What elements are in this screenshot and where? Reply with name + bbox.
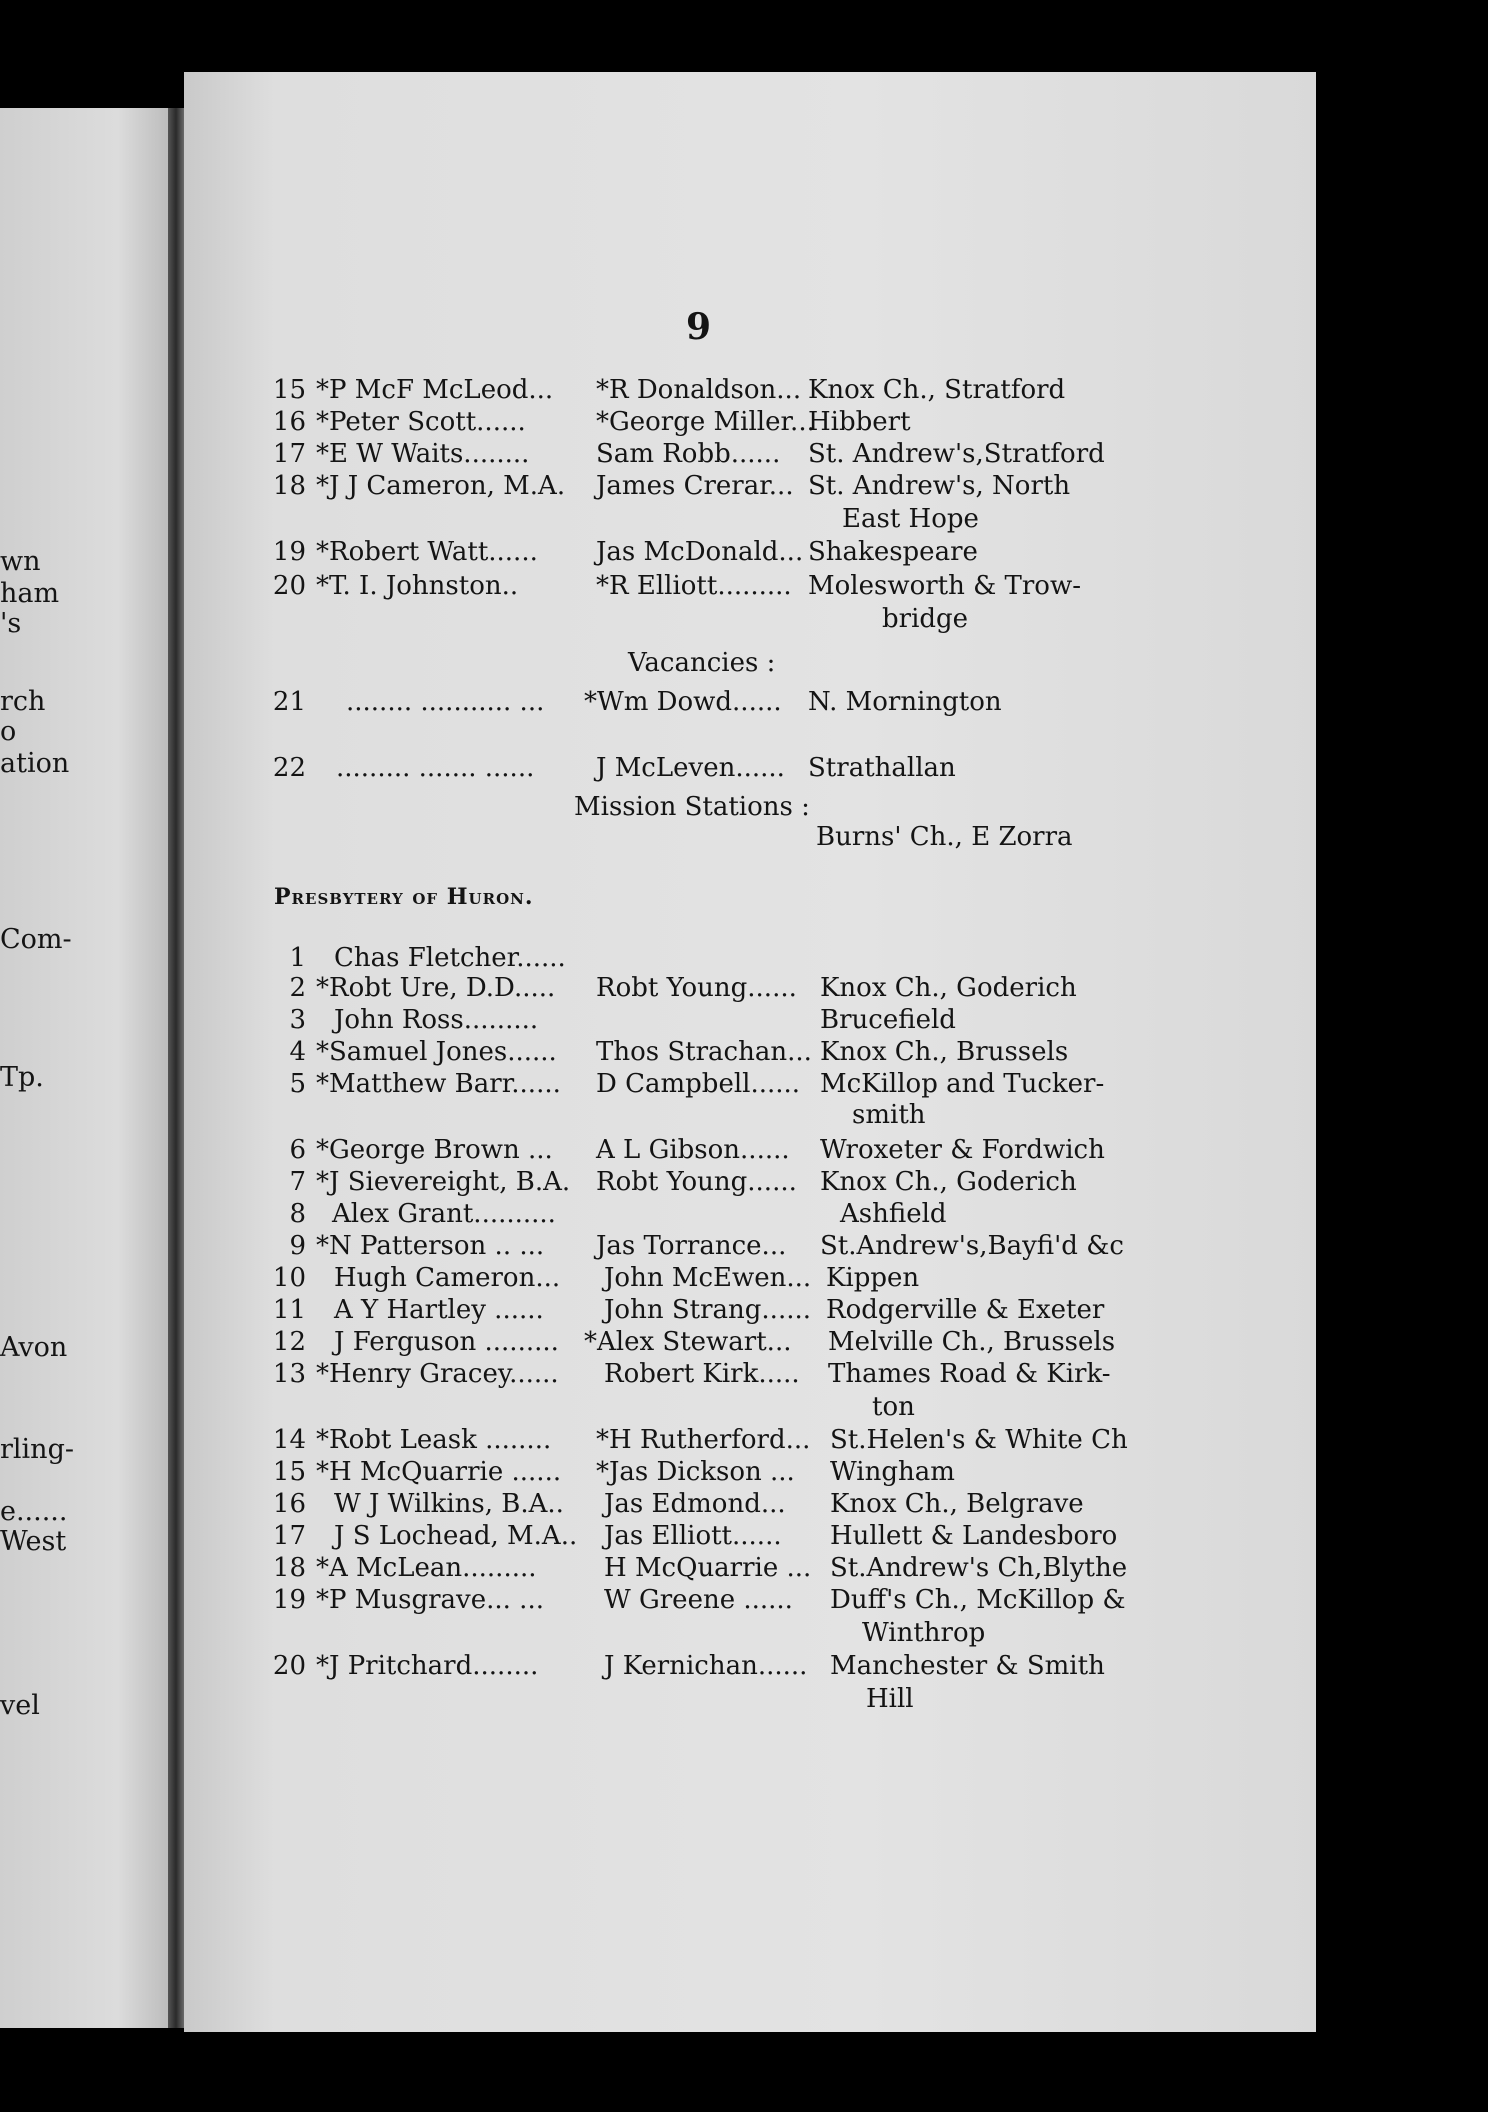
table-row [0, 1230, 1488, 1262]
row-number: 18 [272, 471, 306, 501]
elder-name: Jas Elliott...... [604, 1521, 782, 1551]
church-name-continued: bridge [882, 604, 969, 634]
table-row [0, 1326, 1488, 1358]
minister-name: *E W Waits........ [316, 439, 530, 469]
minister-name: *T. I. Johnston.. [316, 571, 519, 601]
row-number: 15 [272, 375, 306, 405]
church-name: Hullett & Landesboro [830, 1521, 1118, 1551]
table-row [0, 374, 1488, 406]
table-row [0, 1552, 1488, 1584]
left-fragment: rling- [0, 1434, 74, 1465]
elder-name: John McEwen... [604, 1263, 812, 1293]
row-number: 13 [272, 1359, 306, 1389]
church-name: N. Mornington [808, 687, 1002, 717]
elder-name: *Wm Dowd...... [584, 687, 782, 717]
church-name: St. Andrew's,Stratford [808, 439, 1105, 469]
row-number: 12 [272, 1327, 306, 1357]
church-name: Knox Ch., Goderich [820, 1167, 1077, 1197]
elder-name: John Strang...... [604, 1295, 811, 1325]
elder-name: Jas McDonald... [596, 537, 804, 567]
table-row [0, 1456, 1488, 1488]
church-name: Kippen [826, 1263, 920, 1293]
row-number: 14 [272, 1425, 306, 1455]
church-name-continued: East Hope [842, 504, 979, 534]
church-name: St.Andrew's,Bayfi'd &c [820, 1231, 1124, 1261]
church-name: McKillop and Tucker- [820, 1069, 1105, 1099]
row-number: 19 [272, 537, 306, 567]
minister-name: *Peter Scott...... [316, 407, 526, 437]
church-name: Wingham [830, 1457, 955, 1487]
table-row [0, 1166, 1488, 1198]
church-name: Manchester & Smith [830, 1651, 1105, 1681]
minister-name: *Henry Gracey...... [316, 1359, 559, 1389]
elder-name: Robt Young...... [596, 973, 797, 1003]
church-name-continued: Hill [866, 1684, 914, 1714]
elder-name: D Campbell...... [596, 1069, 801, 1099]
elder-name: Sam Robb...... [596, 439, 781, 469]
table-row [0, 438, 1488, 470]
church-name: Knox Ch., Brussels [820, 1037, 1069, 1067]
row-number: 16 [272, 1489, 306, 1519]
left-fragment: wn [0, 546, 41, 577]
church-name-continued: Winthrop [862, 1618, 986, 1648]
minister-name: *J J Cameron, M.A. [316, 471, 566, 501]
row-number: 1 [289, 943, 306, 973]
minister-name: *P Musgrave... ... [316, 1585, 544, 1615]
row-number: 7 [289, 1167, 306, 1197]
minister-name: *N Patterson .. ... [316, 1231, 545, 1261]
church-name: Knox Ch., Belgrave [830, 1489, 1084, 1519]
row-number: 9 [289, 1231, 306, 1261]
row-number: 8 [289, 1199, 306, 1229]
church-name: Thames Road & Kirk- [828, 1359, 1111, 1389]
table-row [0, 1650, 1488, 1682]
table-row [0, 1584, 1488, 1616]
elder-name: J Kernichan...... [604, 1651, 808, 1681]
left-fragment: Com- [0, 924, 72, 955]
table-row [0, 1358, 1488, 1390]
minister-name: *H McQuarrie ...... [316, 1457, 562, 1487]
minister-name: Hugh Cameron... [334, 1263, 561, 1293]
row-number: 6 [289, 1135, 306, 1165]
minister-blank: ......... ....... ...... [336, 753, 535, 783]
row-number: 11 [272, 1295, 306, 1325]
elder-name: Thos Strachan... [596, 1037, 812, 1067]
minister-name: *George Brown ... [316, 1135, 553, 1165]
presbytery-heading: Presbytery of Huron. [274, 884, 534, 910]
row-number: 21 [272, 687, 306, 717]
table-row [0, 1424, 1488, 1456]
minister-name: W J Wilkins, B.A.. [334, 1489, 564, 1519]
minister-name: *P McF McLeod... [316, 375, 554, 405]
table-row [0, 686, 1488, 718]
row-number: 16 [272, 407, 306, 437]
page-number: 9 [686, 306, 712, 348]
minister-name: Alex Grant.......... [332, 1199, 556, 1229]
church-name: St. Andrew's, North [808, 471, 1071, 501]
left-fragment: e...... [0, 1496, 68, 1527]
minister-name: A Y Hartley ...... [334, 1295, 544, 1325]
left-fragment: 's [0, 608, 22, 639]
minister-name: Chas Fletcher...... [334, 943, 566, 973]
church-name: Brucefield [820, 1005, 956, 1035]
church-name: Wroxeter & Fordwich [820, 1135, 1105, 1165]
minister-name: *Robt Leask ........ [316, 1425, 552, 1455]
table-row [0, 570, 1488, 602]
church-name: Duff's Ch., McKillop & [830, 1585, 1126, 1615]
table-row [0, 1294, 1488, 1326]
row-number: 17 [272, 439, 306, 469]
church-name: Strathallan [808, 753, 956, 783]
minister-name: *J Pritchard........ [316, 1651, 539, 1681]
table-row [0, 1198, 1488, 1230]
minister-name: *J Sievereight, B.A. [316, 1167, 571, 1197]
table-row [0, 1036, 1488, 1068]
elder-name: Robert Kirk..... [604, 1359, 800, 1389]
row-number: 2 [289, 973, 306, 1003]
table-row [0, 470, 1488, 502]
row-number: 20 [272, 1651, 306, 1681]
row-number: 4 [289, 1037, 306, 1067]
table-row [0, 1520, 1488, 1552]
row-number: 18 [272, 1553, 306, 1583]
row-number: 15 [272, 1457, 306, 1487]
church-name-continued: ton [872, 1392, 915, 1422]
table-row [0, 1134, 1488, 1166]
table-row [0, 536, 1488, 568]
elder-name: *R Elliott......... [596, 571, 792, 601]
church-name: Knox Ch., Goderich [820, 973, 1077, 1003]
church-name: Ashfield [840, 1199, 947, 1229]
church-name: St.Andrew's Ch,Blythe [830, 1553, 1128, 1583]
left-fragment: West [0, 1526, 67, 1557]
church-name: St.Helen's & White Ch [830, 1425, 1128, 1455]
minister-name: *Matthew Barr...... [316, 1069, 561, 1099]
elder-name: W Greene ...... [604, 1585, 793, 1615]
row-number: 5 [289, 1069, 306, 1099]
minister-name: *A McLean......... [316, 1553, 537, 1583]
table-row [0, 406, 1488, 438]
left-fragment: ation [0, 748, 70, 779]
left-fragment: Tp. [0, 1062, 44, 1093]
church-name: Shakespeare [808, 537, 978, 567]
elder-name: A L Gibson...... [596, 1135, 790, 1165]
church-name-continued: smith [852, 1100, 926, 1130]
left-fragment: Avon [0, 1332, 68, 1363]
minister-name: *Robt Ure, D.D..... [316, 973, 556, 1003]
elder-name: *George Miller... [596, 407, 815, 437]
table-row [0, 1068, 1488, 1100]
vacancies-heading: Vacancies : [628, 648, 776, 678]
elder-name: *Alex Stewart... [584, 1327, 792, 1357]
minister-name: J Ferguson ......... [334, 1327, 559, 1357]
elder-name: Jas Edmond... [604, 1489, 786, 1519]
minister-blank: ........ ........... ... [346, 687, 545, 717]
elder-name: J McLeven...... [596, 753, 785, 783]
table-row [0, 942, 1488, 974]
table-row [0, 972, 1488, 1004]
church-name: Hibbert [808, 407, 911, 437]
elder-name: *R Donaldson... [596, 375, 802, 405]
row-number: 22 [272, 753, 306, 783]
elder-name: H McQuarrie ... [604, 1553, 812, 1583]
church-name: Knox Ch., Stratford [808, 375, 1066, 405]
row-number: 19 [272, 1585, 306, 1615]
minister-name: *Robert Watt...... [316, 537, 538, 567]
minister-name: *Samuel Jones...... [316, 1037, 557, 1067]
left-fragment: o [0, 716, 17, 747]
table-row [0, 1004, 1488, 1036]
left-fragment: rch [0, 686, 46, 717]
row-number: 10 [272, 1263, 306, 1293]
left-fragment: vel [0, 1690, 40, 1721]
row-number: 17 [272, 1521, 306, 1551]
church-name: Rodgerville & Exeter [826, 1295, 1105, 1325]
left-fragment: ham [0, 578, 60, 609]
elder-name: *Jas Dickson ... [596, 1457, 795, 1487]
elder-name: *H Rutherford... [596, 1425, 811, 1455]
church-name: Melville Ch., Brussels [828, 1327, 1116, 1357]
row-number: 20 [272, 571, 306, 601]
table-row [0, 1262, 1488, 1294]
row-number: 3 [289, 1005, 306, 1035]
table-row [0, 752, 1488, 784]
table-row [0, 1488, 1488, 1520]
mission-stations-heading: Mission Stations : [574, 792, 810, 822]
elder-name: Jas Torrance... [596, 1231, 787, 1261]
mission-station: Burns' Ch., E Zorra [816, 822, 1073, 852]
elder-name: Robt Young...... [596, 1167, 797, 1197]
minister-name: John Ross......... [334, 1005, 539, 1035]
church-name: Molesworth & Trow- [808, 571, 1081, 601]
minister-name: J S Lochead, M.A.. [334, 1521, 578, 1551]
elder-name: James Crerar... [596, 471, 794, 501]
